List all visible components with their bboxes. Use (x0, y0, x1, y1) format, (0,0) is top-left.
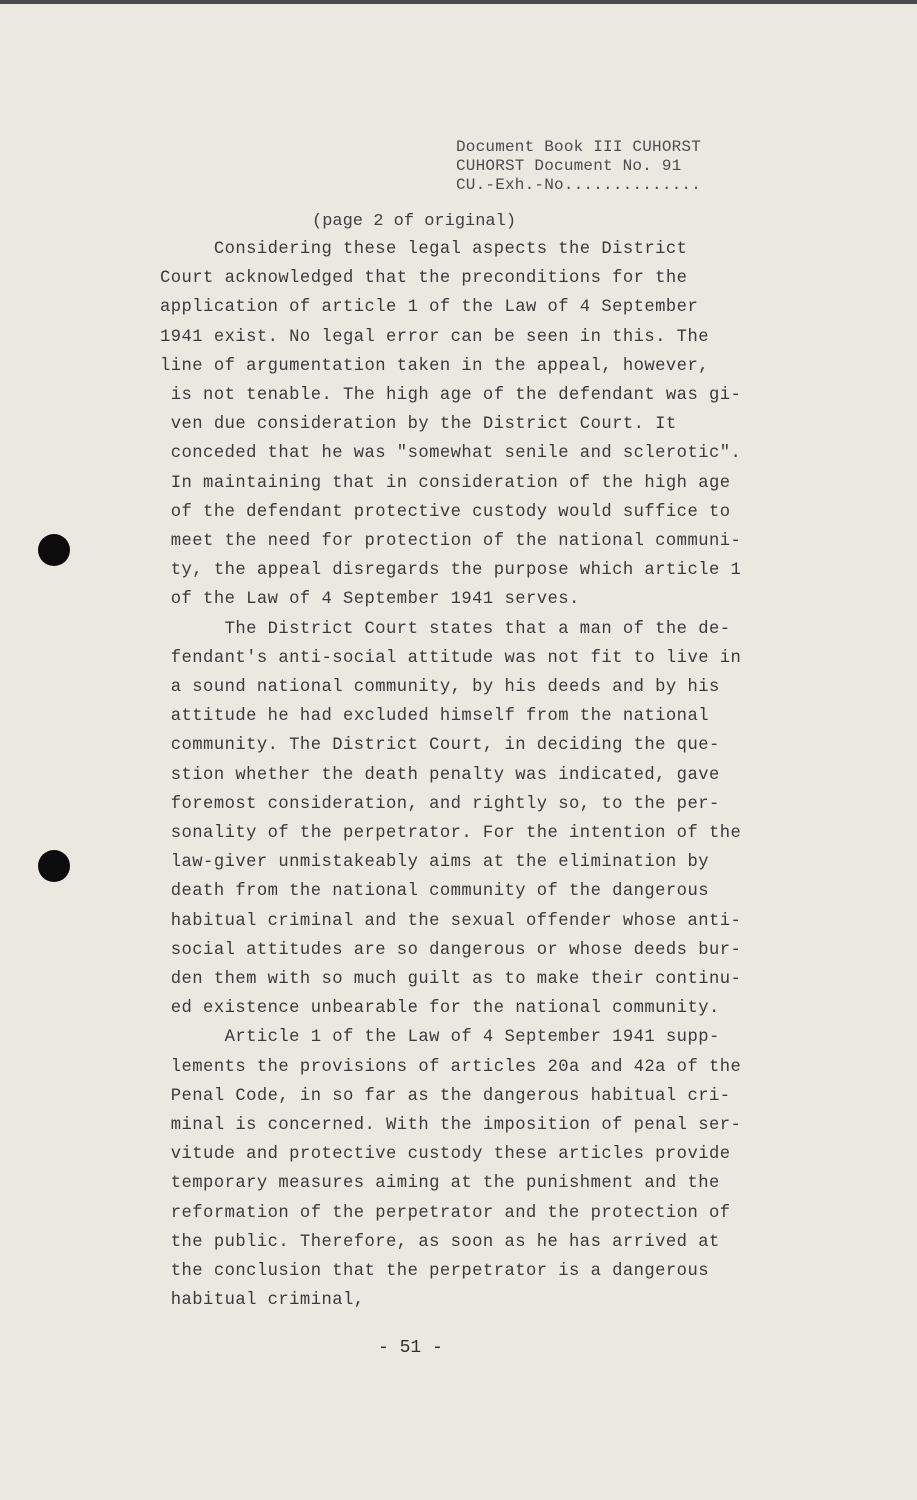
page-number: - 51 - (378, 1338, 443, 1358)
body-line: temporary measures aiming at the punishment and the (160, 1174, 720, 1194)
body-line: vitude and protective custody these articles provide (160, 1145, 731, 1165)
body-line: foremost consideration, and rightly so, to the per- (160, 794, 720, 814)
body-line: Article 1 of the Law of 4 September 1941 supp- (160, 1028, 720, 1048)
body-line: ty, the appeal disregards the purpose which article 1 (160, 561, 742, 581)
body-line: law-giver unmistakeably aims at the elimination by (160, 853, 709, 873)
body-line: the conclusion that the perpetrator is a dangerous (160, 1262, 709, 1281)
body-line: ed existence unbearable for the national community. (160, 999, 720, 1019)
body-line: Penal Code, in so far as the dangerous habitual cri- (160, 1086, 731, 1106)
body-line: 1941 exist. No legal error can be seen in this. The (160, 327, 709, 347)
body-line: fendant's anti-social attitude was not fit to live in (160, 648, 742, 668)
document-header (456, 138, 896, 195)
body-line: the public. Therefore, as soon as he has arrived at (160, 1232, 720, 1252)
body-line: of the defendant protective custody would suffice to (160, 502, 731, 522)
body-line: habitual criminal, (160, 1291, 365, 1311)
body-line: The District Court states that a man of the de- (160, 619, 731, 639)
body-line: is not tenable. The high age of the defendant was gi- (160, 386, 742, 405)
body-line: ven due consideration by the District Court. It (160, 415, 677, 435)
body-line: a sound national community, by his deeds and by his (160, 678, 720, 697)
body-line: social attitudes are so dangerous or whose deeds bur- (160, 940, 742, 960)
body-line: In maintaining that in consideration of the high age (160, 473, 731, 493)
body-line: application of article 1 of the Law of 4 September (160, 298, 699, 318)
page-reference: (page 2 of original) (312, 212, 517, 231)
binder-hole-upper (38, 534, 70, 566)
binder-hole-lower (38, 850, 70, 882)
body-line: Considering these legal aspects the District (160, 240, 688, 259)
header-book-line: Document Book III CUHORST (456, 138, 702, 156)
body-line: meet the need for protection of the national communi- (160, 532, 742, 551)
body-line: reformation of the perpetrator and the protection of (160, 1203, 731, 1223)
body-line: death from the national community of the dangerous (160, 882, 709, 902)
body-line: sonality of the perpetrator. For the intention of the (160, 824, 742, 843)
header-exhibit-number: CU.-Exh.-No.............. (456, 176, 702, 194)
body-line: attitude he had excluded himself from the national (160, 707, 709, 727)
body-line: line of argumentation taken in the appeal, however, (160, 356, 709, 376)
body-line: minal is concerned. With the imposition of penal ser- (160, 1116, 742, 1135)
body-line: lements the provisions of articles 20a and 42a of the (160, 1057, 742, 1077)
body-line: stion whether the death penalty was indicated, gave (160, 765, 720, 785)
body-line: den them with so much guilt as to make their continu- (160, 970, 742, 989)
body-line: conceded that he was "somewhat senile and sclerotic". (160, 444, 742, 464)
page-top-edge (0, 0, 917, 4)
body-line: habitual criminal and the sexual offender whose anti- (160, 911, 742, 931)
body-line: of the Law of 4 September 1941 serves. (160, 590, 580, 610)
header-document-number: CUHORST Document No. 91 (456, 157, 682, 175)
body-line: Court acknowledged that the preconditions for the (160, 269, 688, 289)
body-line: community. The District Court, in deciding the que- (160, 736, 720, 756)
